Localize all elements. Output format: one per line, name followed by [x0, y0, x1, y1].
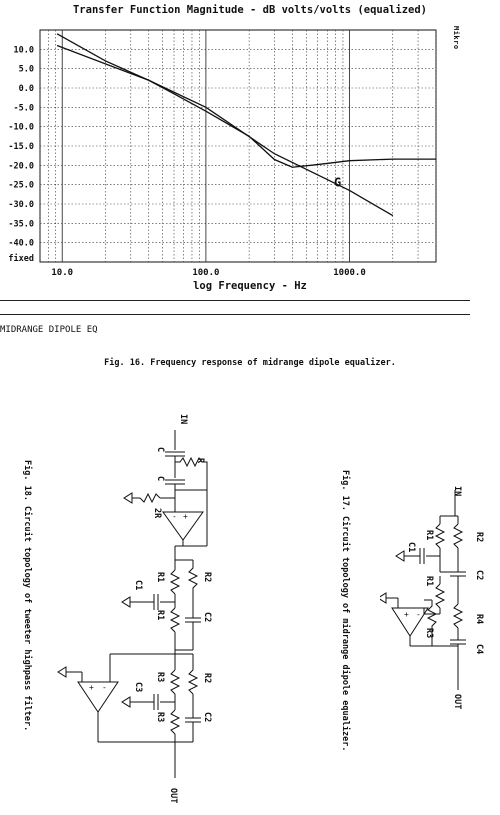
y-tick-label: -30.0 — [8, 200, 34, 210]
resistor-2r — [140, 494, 160, 502]
ground-symbol — [396, 551, 404, 561]
fig18-c-top-label: C — [155, 447, 165, 453]
fig18-c2b-label: C2 — [202, 712, 212, 723]
fig18-opamp2-plus: + — [89, 683, 94, 692]
resistor-r1a — [436, 524, 444, 548]
y-tick-label: 10.0 — [13, 45, 34, 56]
chart-lines — [57, 34, 436, 216]
fig18-out-label: OUT — [168, 788, 178, 804]
fig17-r4-label: R4 — [474, 614, 484, 625]
fig17-opamp-plus: + — [404, 610, 409, 619]
x-tick-label: 1000.0 — [333, 268, 366, 278]
divider-top — [0, 300, 470, 301]
fig18-c2a-label: C2 — [202, 612, 212, 623]
fig18-c3-label: C3 — [133, 682, 143, 693]
ground-symbol — [122, 597, 130, 607]
y-tick-label: 5.0 — [18, 64, 34, 75]
fig17-r1a-label: R1 — [424, 530, 434, 541]
ground-symbol — [380, 593, 386, 603]
resistor-r1b — [436, 584, 444, 608]
resistor-r1b — [171, 608, 179, 632]
fig17-r2-label: R2 — [474, 532, 484, 543]
tweeter-highpass-circuit — [0, 400, 250, 815]
fig16-caption: Fig. 16. Frequency response of midrange dipole equalizer. — [104, 358, 396, 368]
resistor-r3 — [428, 600, 436, 646]
fig18-r3a-label: R3 — [155, 672, 165, 683]
fig17-c1-label: C1 — [406, 542, 416, 553]
fig18-c1-label: C1 — [133, 580, 143, 591]
fig18-caption: Fig. 18. Circuit topology of tweeter highpass filter. — [22, 460, 32, 732]
x-tick-label: 10.0 — [51, 268, 74, 278]
chart-annotation: G — [334, 175, 342, 190]
y-tick-label: -5.0 — [13, 103, 34, 114]
fig18-opamp1-minus: - — [172, 512, 177, 521]
midrange-label: MIDRANGE DIPOLE EQ — [0, 325, 98, 335]
fig18-c-mid-label: C — [155, 476, 165, 482]
resistor-r3b — [171, 710, 179, 734]
y-tick-label: 0.0 — [18, 84, 34, 94]
opamp-2 — [78, 682, 118, 712]
ground-symbol — [122, 697, 130, 707]
fig18-in-label: IN — [178, 414, 188, 425]
side-label: Mikro — [452, 26, 460, 50]
midrange-dipole-circuit — [380, 480, 500, 720]
fig18-2r-label: 2R — [152, 508, 162, 519]
x-axis-title: log Frequency - Hz — [193, 280, 307, 292]
x-tick-label: 100.0 — [192, 268, 220, 278]
resistor-r4 — [454, 604, 462, 628]
fig17-opamp-minus: - — [416, 610, 421, 619]
fig18-opamp1-plus: + — [183, 512, 188, 521]
resistor-r3a — [171, 670, 179, 694]
fig18-r1a-label: R1 — [155, 572, 165, 583]
resistor-r2b — [189, 670, 197, 694]
frequency-response-chart — [0, 0, 500, 300]
resistor-r2a — [189, 560, 197, 610]
fig18-opamp2-minus: - — [102, 683, 107, 692]
y-tick-label: -25.0 — [8, 180, 34, 191]
ground-symbol — [58, 667, 66, 677]
series-line-2 — [57, 45, 393, 215]
fig17-c2-label: C2 — [474, 570, 484, 581]
chart-title: Transfer Function Magnitude - dB volts/volts (equalized) — [72, 4, 427, 16]
y-tick-label: -20.0 — [8, 161, 34, 172]
fig17-caption: Fig. 17. Circuit topology of midrange dipole equalizer. — [340, 470, 350, 752]
resistor-r1a — [171, 570, 179, 594]
y-tick-label: -10.0 — [8, 122, 34, 133]
fig17-c4-label: C4 — [474, 644, 484, 655]
opamp — [392, 608, 428, 636]
fig18-r1b-label: R1 — [155, 610, 165, 621]
fig17-in-label: IN — [452, 486, 462, 497]
fig17-r1b-label: R1 — [424, 576, 434, 587]
fig18-r3b-label: R3 — [155, 712, 165, 723]
fig18-r-top-label: R — [195, 458, 205, 464]
divider-bottom — [0, 314, 470, 315]
fig17-out-label: OUT — [452, 694, 462, 710]
y-tick-label: -15.0 — [8, 142, 34, 152]
fig18-r2b-label: R2 — [202, 673, 212, 684]
y-tick-label: -35.0 — [8, 219, 34, 230]
resistor-r2 — [454, 524, 462, 548]
y-tick-label: -40.0 — [8, 238, 34, 249]
y-bottom-label: fixed — [8, 254, 34, 265]
fig17-r3-label: R3 — [424, 628, 434, 639]
series-line-1 — [57, 34, 436, 167]
ground-symbol — [124, 493, 132, 503]
fig18-r2a-label: R2 — [202, 572, 212, 583]
chart-grid — [40, 30, 436, 262]
